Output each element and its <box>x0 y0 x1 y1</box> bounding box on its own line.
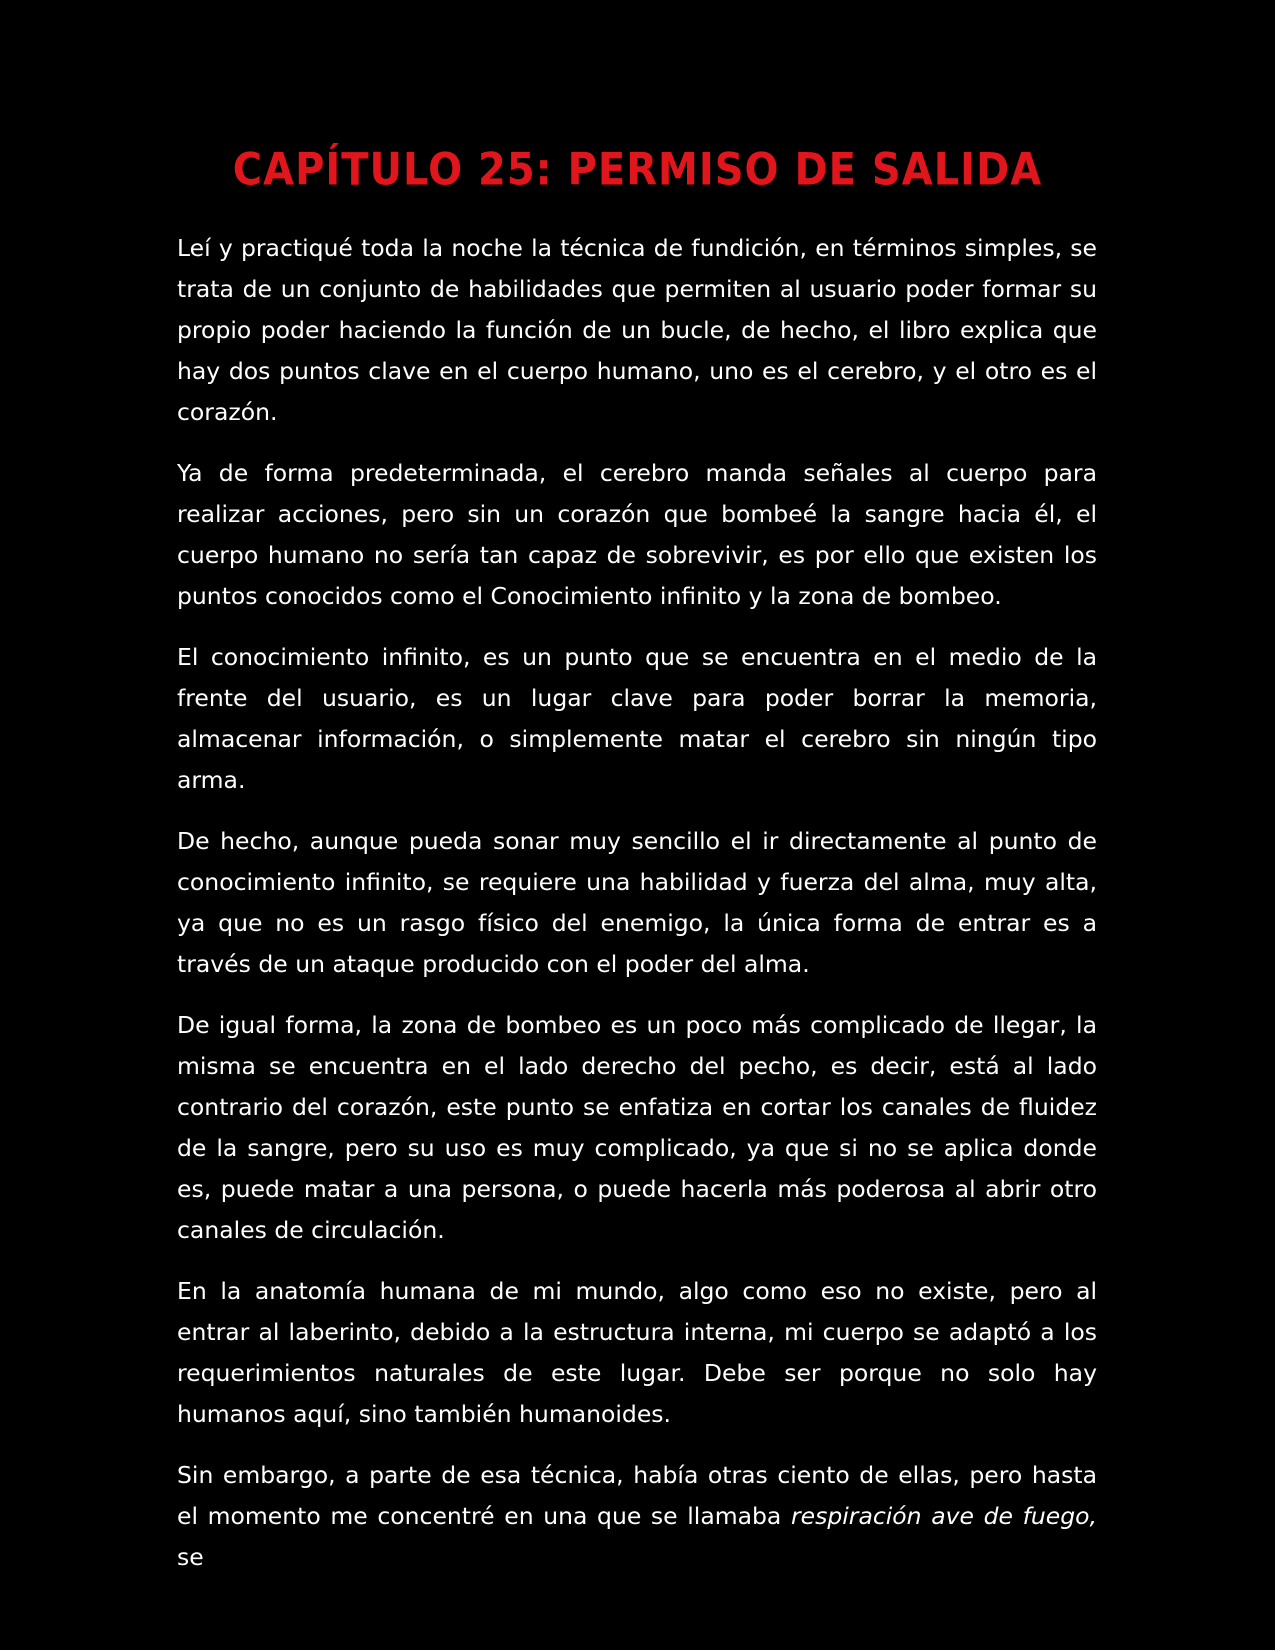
paragraph-7-italic-phrase: respiración ave de fuego, <box>790 1502 1097 1530</box>
chapter-body <box>177 228 1097 1598</box>
paragraph-5: De igual forma, la zona de bombeo es un poco más complicado de llegar, la misma se encuentra en el lado derecho del pecho, es decir, está al lado contrario del corazón, este punto se enfatiza en cortar los canales de fluidez de la sangre, pero su uso es muy complicado, ya que si no se aplica donde es, puede matar a una persona, o puede hacerla más poderosa al abrir otro canales de circulación. <box>177 1011 1097 1244</box>
paragraph-7-text: Sin embargo, a parte de esa técnica, había otras ciento de ellas, pero hasta el momento me concentré en una que se llamaba <box>177 1461 1097 1530</box>
paragraph-2: Ya de forma predeterminada, el cerebro manda señales al cuerpo para realizar acciones, pero sin un corazón que bombeé la sangre hacia él, el cuerpo humano no sería tan capaz de sobrevivir, es por ello que existen los puntos conocidos como el Conocimiento infinito y la zona de bombeo. <box>177 459 1097 610</box>
paragraph-7 <box>177 1455 1097 1578</box>
paragraph-3: El conocimiento infinito, es un punto que se encuentra en el medio de la frente del usuario, es un lugar clave para poder borrar la memoria, almacenar información, o simplemente matar el cerebro sin ningún tipo arma. <box>177 643 1097 794</box>
paragraph-1: Leí y practiqué toda la noche la técnica de fundición, en términos simples, se trata de un conjunto de habilidades que permiten al usuario poder formar su propio poder haciendo la función de un bucle, de hecho, el libro explica que hay dos puntos clave en el cuerpo humano, uno es el cerebro, y el otro es el corazón. <box>177 234 1097 426</box>
chapter-title: CAPÍTULO 25: PERMISO DE SALIDA <box>232 144 1043 196</box>
paragraph-4: De hecho, aunque pueda sonar muy sencillo el ir directamente al punto de conocimiento infinito, se requiere una habilidad y fuerza del alma, muy alta, ya que no es un rasgo físico del enemigo, la única forma de entrar es a través de un ataque producido con el poder del alma. <box>177 827 1097 978</box>
paragraph-6: En la anatomía humana de mi mundo, algo como eso no existe, pero al entrar al laberinto, debido a la estructura interna, mi cuerpo se adaptó a los requerimientos naturales de este lugar. Debe ser porque no solo hay humanos aquí, sino también humanoides. <box>177 1277 1097 1428</box>
paragraph-7-tail: se <box>177 1543 204 1571</box>
